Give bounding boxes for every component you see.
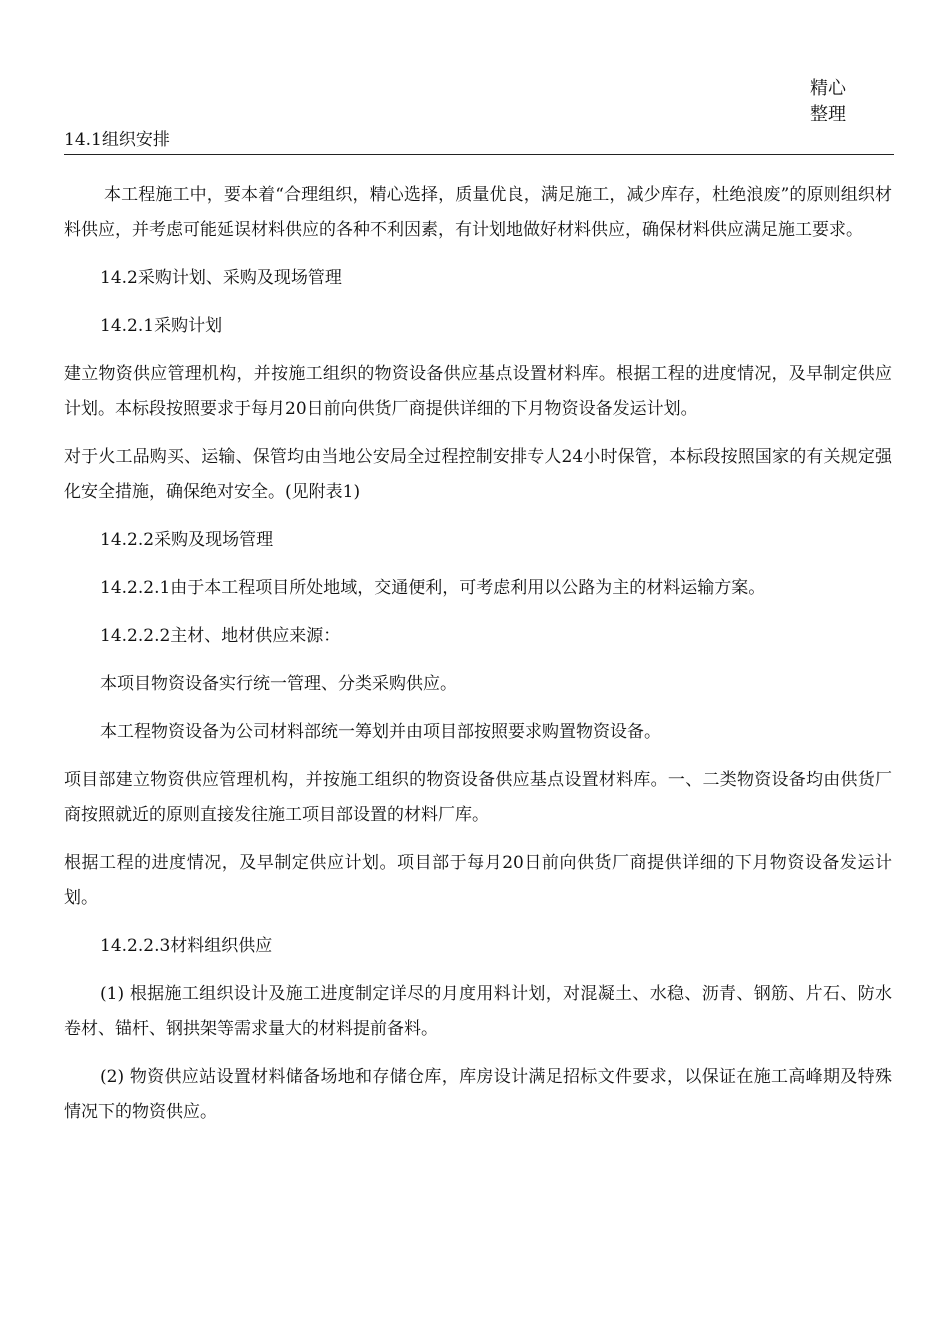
paragraph-company-planning: 本工程物资设备为公司材料部统一筹划并由项目部按照要求购置物资设备。 [100, 722, 661, 742]
heading-14-2-2: 14.2.2采购及现场管理 [100, 530, 274, 550]
paragraph-supply-schedule: 根据工程的进度情况，及早制定供应计划。项目部于每月20日前向供货厂商提供详细的下月物资设备发运计划。 [64, 853, 892, 908]
paragraph-project-supply-org: 项目部建立物资供应管理机构，并按施工组织的物资设备供应基点设置材料库。一、二类物资设备均由供货厂商按照就近的原则直接发往施工项目部设置的材料厂库。 [64, 770, 892, 825]
paragraph-procurement-plan: 建立物资供应管理机构，并按施工组织的物资设备供应基点设置材料库。根据工程的进度情况，及早制定供应计划。本标段按照要求于每月20日前向供货厂商提供详细的下月物资设备发运计划。 [64, 364, 892, 419]
heading-14-2-1: 14.2.1采购计划 [100, 316, 223, 336]
heading-14-2: 14.2采购计划、采购及现场管理 [100, 268, 342, 288]
header-mark-line2: 整理 [810, 104, 846, 125]
list-item-1: (1) 根据施工组织设计及施工进度制定详尽的月度用料计划，对混凝土、水稳、沥青、钢筋、片石、防水卷材、锚杆、钢拱架等需求量大的材料提前备料。 [64, 984, 892, 1039]
paragraph-intro: 本工程施工中，要本着“合理组织，精心选择，质量优良，满足施工，减少库存，杜绝浪废”的原则组织材料供应，并考虑可能延误材料供应的各种不利因素，有计划地做好材料供应，确保材料供应满足施工要求。 [64, 185, 892, 240]
heading-14-2-2-3: 14.2.2.3材料组织供应 [100, 936, 273, 956]
list-item-2: (2) 物资供应站设置材料储备场地和存储仓库，库房设计满足招标文件要求，以保证在施工高峰期及特殊情况下的物资供应。 [64, 1067, 892, 1122]
heading-14-2-2-2: 14.2.2.2主材、地材供应来源： [100, 626, 341, 646]
paragraph-unified-management: 本项目物资设备实行统一管理、分类采购供应。 [100, 674, 457, 694]
header-watermark-text [810, 76, 846, 128]
header-mark-line1: 精心 [810, 78, 846, 99]
section-title: 14.1组织安排 [64, 130, 170, 150]
paragraph-14-2-2-1: 14.2.2.1由于本工程项目所处地域，交通便利，可考虑利用以公路为主的材料运输方案。 [100, 578, 766, 598]
paragraph-explosives: 对于火工品购买、运输、保管均由当地公安局全过程控制安排专人24小时保管，本标段按照国家的有关规定强化安全措施，确保绝对安全。(见附表1) [64, 447, 892, 502]
header-divider [64, 154, 894, 155]
document-body [64, 178, 892, 1143]
